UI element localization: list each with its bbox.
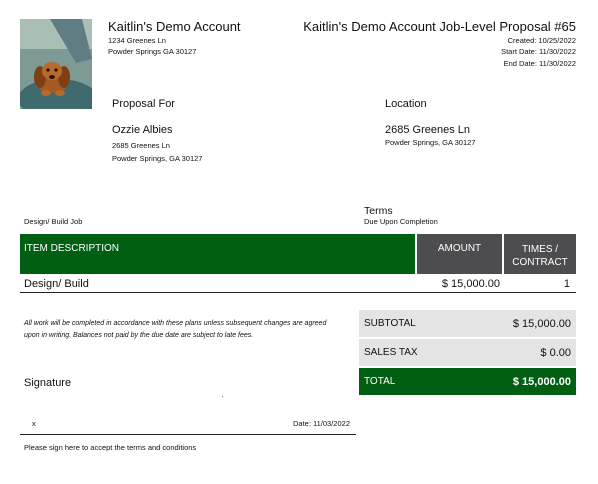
disclaimer-text: All work will be completed in accordance with these plans unless subsequent changes are agreed upon in writing. Balances not paid by the due date are subject to late fees. [24, 320, 327, 339]
proposal-for-label: Proposal For [112, 98, 175, 110]
header-item-description: ITEM DESCRIPTION [20, 234, 415, 274]
puppy-photo-icon [20, 19, 92, 109]
company-logo-photo [20, 19, 92, 109]
table-row-amount: $ 15,000.00 [441, 278, 500, 290]
table-row-times: 1 [563, 278, 570, 290]
subtotal-value: $ 15,000.00 [512, 317, 571, 330]
header-amount: AMOUNT [417, 234, 502, 274]
signature-line[interactable] [20, 434, 356, 435]
company-address-line1: 1234 Greenes Ln [108, 36, 166, 45]
location-street: 2685 Greenes Ln [385, 124, 471, 136]
subtotal-row [359, 310, 576, 337]
end-date: End Date: 11/30/2022 [503, 59, 576, 68]
signature-x-mark: x [32, 419, 36, 428]
created-date: Created: 10/25/2022 [507, 36, 576, 45]
client-name: Ozzie Albies [112, 124, 173, 136]
location-label: Location [385, 98, 427, 110]
sales-tax-row [359, 339, 576, 366]
header-times-line2: CONTRACT [512, 257, 568, 268]
client-address-line2: Powder Springs, GA 30127 [112, 154, 203, 163]
terms-label: Terms [364, 205, 393, 217]
header-times-contract [504, 234, 576, 274]
job-type: Design/ Build Job [24, 217, 83, 226]
header-times-line1: TIMES / [521, 244, 559, 255]
signature-note: Please sign here to accept the terms and conditions [24, 443, 197, 452]
total-label: TOTAL [364, 376, 396, 387]
company-address-line2: Powder Springs GA 30127 [108, 47, 197, 56]
proposal-title: Kaitlin's Demo Account Job-Level Proposal #65 [303, 19, 576, 34]
start-date: Start Date: 11/30/2022 [501, 47, 576, 56]
sales-tax-label: SALES TAX [364, 347, 418, 358]
terms-value: Due Upon Completion [364, 217, 438, 226]
row-divider [20, 292, 576, 293]
company-name: Kaitlin's Demo Account [108, 19, 241, 34]
subtotal-label: SUBTOTAL [364, 318, 416, 329]
total-row [359, 368, 576, 395]
signature-dot [222, 396, 223, 397]
total-value: $ 15,000.00 [512, 375, 571, 388]
signature-date: Date: 11/03/2022 [293, 419, 350, 428]
location-city: Powder Springs, GA 30127 [385, 138, 476, 147]
client-address-line1: 2685 Greenes Ln [112, 141, 170, 150]
signature-label: Signature [24, 377, 72, 389]
table-row-description: Design/ Build [24, 278, 89, 290]
sales-tax-value: $ 0.00 [540, 346, 571, 359]
